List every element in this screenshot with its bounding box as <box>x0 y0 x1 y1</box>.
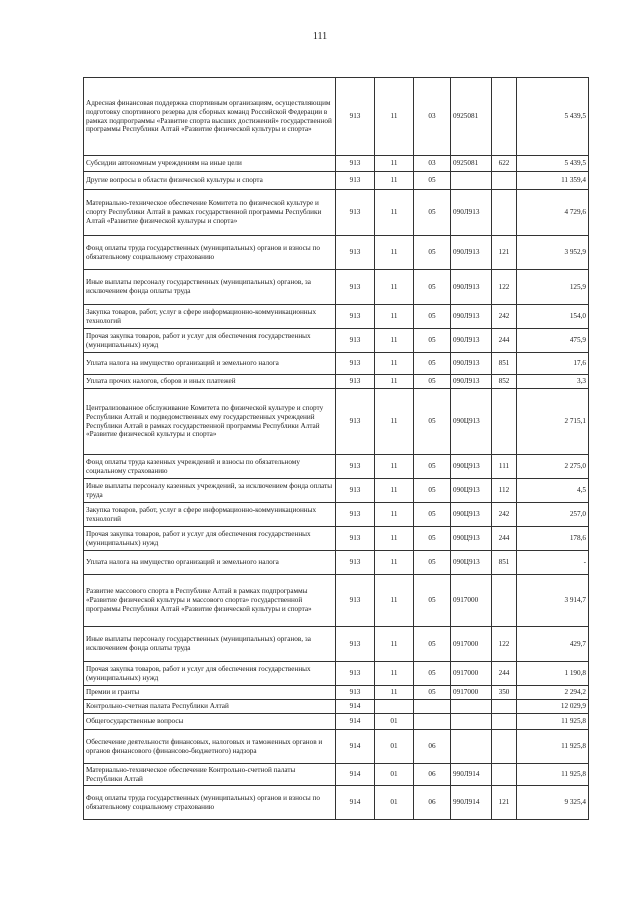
cell-vr: 112 <box>492 479 517 503</box>
table-row <box>84 764 589 786</box>
cell-name: Иные выплаты персоналу государственных (муниципальных) органов, за исключением фонда оплаты труда <box>84 270 336 305</box>
table-row <box>84 156 589 172</box>
cell-pr: 05 <box>414 236 451 270</box>
cell-vr: 244 <box>492 662 517 686</box>
cell-csr: 090Ц913 <box>451 479 492 503</box>
cell-sum: 17,6 <box>517 353 589 375</box>
cell-vr <box>492 78 517 156</box>
cell-pr: 05 <box>414 686 451 700</box>
cell-pr: 05 <box>414 575 451 627</box>
cell-pr <box>414 714 451 730</box>
cell-pr: 03 <box>414 78 451 156</box>
cell-name: Обеспечение деятельности финансовых, налоговых и таможенных органов и органов финансового (финансово-бюджетного) надзора <box>84 730 336 764</box>
table-row <box>84 527 589 551</box>
cell-gr: 914 <box>336 764 375 786</box>
cell-rz: 11 <box>375 389 414 455</box>
cell-rz: 11 <box>375 551 414 575</box>
cell-vr <box>492 172 517 190</box>
cell-rz: 11 <box>375 78 414 156</box>
cell-gr: 913 <box>336 375 375 389</box>
cell-csr: 0917000 <box>451 686 492 700</box>
table-row <box>84 375 589 389</box>
cell-rz <box>375 700 414 714</box>
cell-rz: 11 <box>375 662 414 686</box>
cell-sum: 257,0 <box>517 503 589 527</box>
cell-name: Прочая закупка товаров, работ и услуг для обеспечения государственных (муниципальных) нужд <box>84 662 336 686</box>
cell-vr <box>492 190 517 236</box>
table-row <box>84 389 589 455</box>
cell-csr: 090Л913 <box>451 353 492 375</box>
cell-sum: 154,0 <box>517 305 589 329</box>
cell-vr: 121 <box>492 236 517 270</box>
cell-name: Другие вопросы в области физической культуры и спорта <box>84 172 336 190</box>
cell-pr: 06 <box>414 786 451 820</box>
cell-vr: 350 <box>492 686 517 700</box>
cell-vr: 244 <box>492 329 517 353</box>
cell-gr: 913 <box>336 686 375 700</box>
table-row <box>84 353 589 375</box>
cell-rz: 11 <box>375 236 414 270</box>
cell-csr: 090Ц913 <box>451 455 492 479</box>
cell-pr: 05 <box>414 190 451 236</box>
cell-gr: 913 <box>336 527 375 551</box>
cell-csr: 090Ц913 <box>451 389 492 455</box>
cell-sum: 475,9 <box>517 329 589 353</box>
cell-rz: 11 <box>375 172 414 190</box>
cell-vr: 121 <box>492 786 517 820</box>
cell-sum: 429,7 <box>517 627 589 662</box>
cell-name: Контрольно-счетная палата Республики Алтай <box>84 700 336 714</box>
cell-name: Адресная финансовая поддержка спортивным организациям, осуществляющим подготовку спортивного резерва для сборных команд Российской Федерации в рамках подпрограммы «Развитие спорта высших достижений» государственной программы Республики Алтай «Развитие физической культуры и спорта» <box>84 78 336 156</box>
cell-pr: 05 <box>414 503 451 527</box>
cell-rz: 01 <box>375 730 414 764</box>
table-row <box>84 305 589 329</box>
cell-sum: 3 952,9 <box>517 236 589 270</box>
cell-csr: 090Ц913 <box>451 551 492 575</box>
cell-rz: 11 <box>375 305 414 329</box>
cell-gr: 913 <box>336 551 375 575</box>
cell-rz: 11 <box>375 329 414 353</box>
cell-csr <box>451 172 492 190</box>
cell-name: Уплата налога на имущество организаций и земельного налога <box>84 353 336 375</box>
cell-rz: 11 <box>375 156 414 172</box>
table-row <box>84 455 589 479</box>
cell-sum: 2 715,1 <box>517 389 589 455</box>
table-row <box>84 270 589 305</box>
cell-sum: 9 325,4 <box>517 786 589 820</box>
cell-gr: 913 <box>336 479 375 503</box>
cell-gr: 914 <box>336 700 375 714</box>
cell-pr: 05 <box>414 305 451 329</box>
cell-gr: 913 <box>336 329 375 353</box>
cell-rz: 11 <box>375 479 414 503</box>
cell-vr: 242 <box>492 503 517 527</box>
cell-sum: 11 359,4 <box>517 172 589 190</box>
cell-csr: 0917000 <box>451 662 492 686</box>
cell-rz: 01 <box>375 714 414 730</box>
cell-pr: 05 <box>414 551 451 575</box>
cell-pr: 05 <box>414 353 451 375</box>
cell-vr: 122 <box>492 627 517 662</box>
cell-sum: 5 439,5 <box>517 78 589 156</box>
cell-gr: 913 <box>336 156 375 172</box>
cell-name: Фонд оплаты труда государственных (муниципальных) органов и взносы по обязательному социальному страхованию <box>84 236 336 270</box>
cell-name: Развитие массового спорта в Республике Алтай в рамках подпрограммы «Развитие физической культуры и массового спорта» государственной программы Республики Алтай «Развитие физической культуры и спорта» <box>84 575 336 627</box>
table-row <box>84 714 589 730</box>
table-row <box>84 172 589 190</box>
cell-pr: 05 <box>414 662 451 686</box>
cell-csr: 090Ц913 <box>451 503 492 527</box>
cell-name: Материально-техническое обеспечение Контрольно-счетной палаты Республики Алтай <box>84 764 336 786</box>
cell-name: Общегосударственные вопросы <box>84 714 336 730</box>
cell-name: Прочая закупка товаров, работ и услуг для обеспечения государственных (муниципальных) нужд <box>84 527 336 551</box>
cell-name: Фонд оплаты труда государственных (муниципальных) органов и взносы по обязательному социальному страхованию <box>84 786 336 820</box>
cell-sum: 3 914,7 <box>517 575 589 627</box>
cell-gr: 914 <box>336 714 375 730</box>
cell-name: Иные выплаты персоналу государственных (муниципальных) органов, за исключением фонда оплаты труда <box>84 627 336 662</box>
cell-sum: 2 275,0 <box>517 455 589 479</box>
cell-sum: 11 925,8 <box>517 764 589 786</box>
cell-gr: 913 <box>336 172 375 190</box>
cell-sum: 11 925,8 <box>517 714 589 730</box>
cell-gr: 913 <box>336 78 375 156</box>
table-row <box>84 190 589 236</box>
cell-vr: 111 <box>492 455 517 479</box>
cell-gr: 913 <box>336 270 375 305</box>
budget-table-body <box>84 78 589 820</box>
cell-csr: 0917000 <box>451 627 492 662</box>
cell-csr: 090Л913 <box>451 305 492 329</box>
cell-sum: 12 029,9 <box>517 700 589 714</box>
cell-vr: 622 <box>492 156 517 172</box>
cell-csr: 090Л913 <box>451 375 492 389</box>
table-row <box>84 236 589 270</box>
cell-csr: 0925081 <box>451 156 492 172</box>
cell-pr: 05 <box>414 527 451 551</box>
cell-name: Закупка товаров, работ, услуг в сфере информационно-коммуникационных технологий <box>84 305 336 329</box>
cell-pr: 05 <box>414 329 451 353</box>
table-row <box>84 78 589 156</box>
cell-sum: 11 925,8 <box>517 730 589 764</box>
cell-sum: 125,9 <box>517 270 589 305</box>
cell-gr: 914 <box>336 786 375 820</box>
table-row <box>84 503 589 527</box>
cell-vr: 852 <box>492 375 517 389</box>
cell-vr: 242 <box>492 305 517 329</box>
table-row <box>84 575 589 627</box>
cell-rz: 11 <box>375 627 414 662</box>
cell-csr: 0917000 <box>451 575 492 627</box>
cell-csr <box>451 730 492 764</box>
cell-sum: 178,6 <box>517 527 589 551</box>
page-number: 111 <box>312 31 328 42</box>
cell-sum: 5 439,5 <box>517 156 589 172</box>
cell-gr: 914 <box>336 730 375 764</box>
cell-name: Иные выплаты персоналу казенных учреждений, за исключением фонда оплаты труда <box>84 479 336 503</box>
cell-vr <box>492 389 517 455</box>
cell-pr: 05 <box>414 479 451 503</box>
cell-sum: 2 294,2 <box>517 686 589 700</box>
cell-rz: 01 <box>375 786 414 820</box>
cell-name: Фонд оплаты труда казенных учреждений и взносы по обязательному социальному страхованию <box>84 455 336 479</box>
cell-gr: 913 <box>336 236 375 270</box>
cell-name: Прочая закупка товаров, работ и услуг для обеспечения государственных (муниципальных) нужд <box>84 329 336 353</box>
cell-pr: 05 <box>414 172 451 190</box>
cell-vr: 851 <box>492 353 517 375</box>
cell-csr: 990Л914 <box>451 786 492 820</box>
cell-sum: 3,3 <box>517 375 589 389</box>
cell-rz: 11 <box>375 190 414 236</box>
cell-name: Субсидии автономным учреждениям на иные цели <box>84 156 336 172</box>
cell-pr <box>414 700 451 714</box>
cell-pr: 05 <box>414 375 451 389</box>
cell-gr: 913 <box>336 305 375 329</box>
cell-name: Уплата налога на имущество организаций и земельного налога <box>84 551 336 575</box>
cell-csr: 090Ц913 <box>451 527 492 551</box>
cell-csr: 990Л914 <box>451 764 492 786</box>
cell-csr: 090Л913 <box>451 236 492 270</box>
cell-pr: 05 <box>414 627 451 662</box>
cell-rz: 11 <box>375 503 414 527</box>
cell-pr: 05 <box>414 455 451 479</box>
cell-pr: 06 <box>414 764 451 786</box>
cell-rz: 11 <box>375 455 414 479</box>
table-row <box>84 700 589 714</box>
cell-vr <box>492 764 517 786</box>
cell-gr: 913 <box>336 190 375 236</box>
cell-rz: 11 <box>375 527 414 551</box>
cell-name: Материально-техническое обеспечение Комитета по физической культуре и спорту Республики Алтай в рамках государственной программы Республики Алтай «Развитие физической культуры и спорта» <box>84 190 336 236</box>
cell-pr: 06 <box>414 730 451 764</box>
cell-sum: 1 190,8 <box>517 662 589 686</box>
cell-vr: 851 <box>492 551 517 575</box>
cell-rz: 11 <box>375 270 414 305</box>
cell-pr: 03 <box>414 156 451 172</box>
table-row <box>84 627 589 662</box>
cell-rz: 11 <box>375 375 414 389</box>
cell-rz: 01 <box>375 764 414 786</box>
cell-sum: 4,5 <box>517 479 589 503</box>
budget-table <box>83 77 589 820</box>
cell-csr <box>451 714 492 730</box>
cell-name: Централизованное обслуживание Комитета по физической культуре и спорту Республики Алтай и подведомственных ему государственных учреждений Республики Алтай в рамках государственной программы Республики Алтай «Развитие физической культуры и спорта» <box>84 389 336 455</box>
cell-gr: 913 <box>336 353 375 375</box>
cell-vr: 122 <box>492 270 517 305</box>
cell-rz: 11 <box>375 353 414 375</box>
table-row <box>84 479 589 503</box>
cell-gr: 913 <box>336 455 375 479</box>
cell-rz: 11 <box>375 686 414 700</box>
cell-vr: 244 <box>492 527 517 551</box>
cell-rz: 11 <box>375 575 414 627</box>
cell-gr: 913 <box>336 575 375 627</box>
cell-vr <box>492 700 517 714</box>
cell-csr <box>451 700 492 714</box>
cell-sum: 4 729,6 <box>517 190 589 236</box>
cell-gr: 913 <box>336 662 375 686</box>
table-row <box>84 329 589 353</box>
cell-gr: 913 <box>336 627 375 662</box>
cell-pr: 05 <box>414 389 451 455</box>
table-row <box>84 730 589 764</box>
table-row <box>84 551 589 575</box>
cell-vr <box>492 575 517 627</box>
cell-name: Уплата прочих налогов, сборов и иных платежей <box>84 375 336 389</box>
cell-csr: 090Л913 <box>451 270 492 305</box>
cell-name: Закупка товаров, работ, услуг в сфере информационно-коммуникационных технологий <box>84 503 336 527</box>
cell-vr <box>492 714 517 730</box>
cell-gr: 913 <box>336 389 375 455</box>
cell-name: Премии и гранты <box>84 686 336 700</box>
cell-sum: - <box>517 551 589 575</box>
cell-csr: 090Л913 <box>451 329 492 353</box>
table-row <box>84 662 589 686</box>
cell-pr: 05 <box>414 270 451 305</box>
table-row <box>84 686 589 700</box>
cell-gr: 913 <box>336 503 375 527</box>
cell-csr: 090Л913 <box>451 190 492 236</box>
table-row <box>84 786 589 820</box>
cell-vr <box>492 730 517 764</box>
cell-csr: 0925081 <box>451 78 492 156</box>
